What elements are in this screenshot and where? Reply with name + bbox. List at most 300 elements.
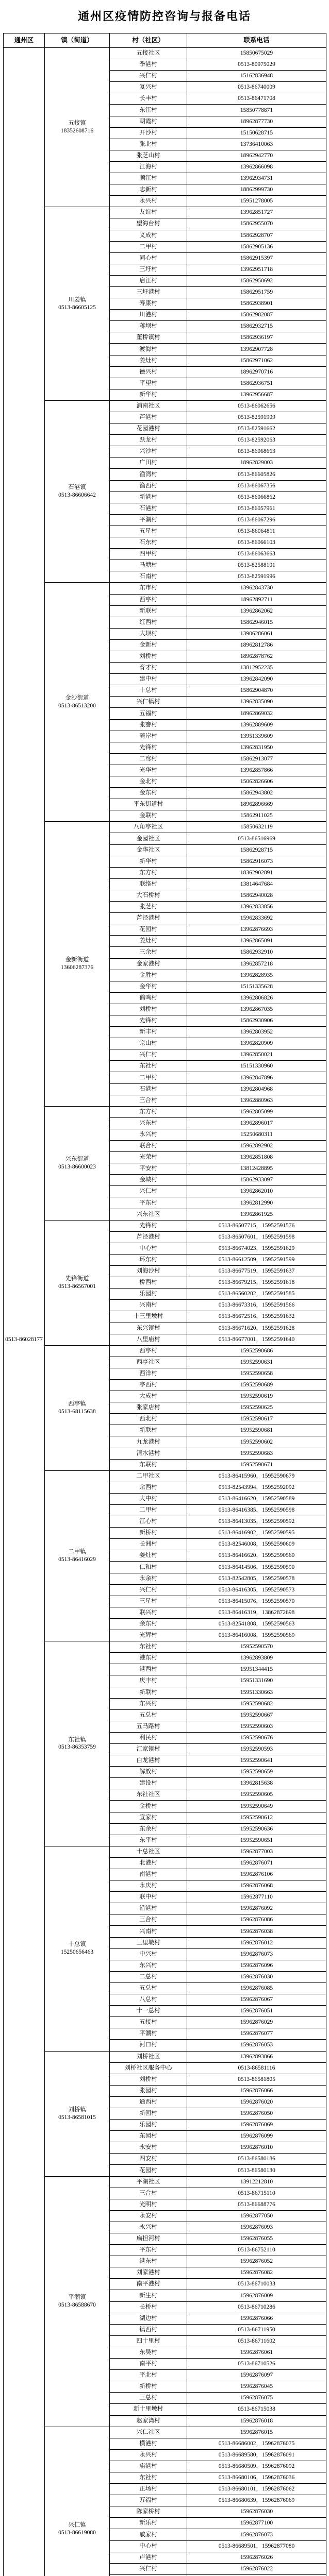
village-phone: 15962876075 xyxy=(187,2393,326,2404)
village-name: 石南村 xyxy=(110,571,187,583)
village-name: 三合村 xyxy=(110,1914,187,1926)
village-phone: 0513-82592063 xyxy=(187,435,326,446)
village-phone: 15962876010 xyxy=(187,2142,326,2154)
village-phone: 15850778871 xyxy=(187,105,326,116)
village-name: 新港村 xyxy=(110,492,187,503)
village-phone: 13962866098 xyxy=(187,161,326,173)
village-phone: 15962876009 xyxy=(187,2290,326,2301)
village-phone: 15962876071 xyxy=(187,1857,326,1869)
village-name: 同心村 xyxy=(110,252,187,264)
village-name: 芦泾港村 xyxy=(110,913,187,924)
town-name: 二甲镇 xyxy=(46,1548,108,1556)
village-phone: 15952590683 xyxy=(187,1448,326,1459)
village-name: 育才村 xyxy=(110,663,187,674)
village-phone: 15862911025 xyxy=(187,810,326,822)
village-name: 五接村 xyxy=(110,2017,187,2028)
village-phone: 15962876106 xyxy=(187,1869,326,1880)
village-name: 桥西村 xyxy=(110,1277,187,1289)
village-phone: 15962892902 xyxy=(187,1141,326,1152)
village-name: 启江村 xyxy=(110,275,187,286)
village-phone: 15862913077 xyxy=(187,753,326,765)
table-row xyxy=(4,822,326,833)
village-name: 庆丰村 xyxy=(110,1675,187,1687)
village-name: 渡海村 xyxy=(110,344,187,355)
village-name: 跃龙村 xyxy=(110,435,187,446)
town-cell xyxy=(45,1345,110,1470)
village-name: 望海台村 xyxy=(110,218,187,230)
village-name: 东市村 xyxy=(110,583,187,594)
village-name: 永安村 xyxy=(110,2142,187,2154)
table-row xyxy=(4,1220,326,1231)
village-phone: 15962876061 xyxy=(187,2347,326,2358)
village-name: 东社村 xyxy=(110,1641,187,1653)
village-phone: 0513-86414506，15952590590 xyxy=(187,1562,326,1573)
village-phone: 15962876030 xyxy=(187,2506,326,2518)
village-phone: 0513-86416319，13862872698 xyxy=(187,1607,326,1618)
village-name: 三合村 xyxy=(110,2188,187,2199)
village-phone: 13962806826 xyxy=(187,992,326,1004)
village-phone: 13962835090 xyxy=(187,697,326,708)
village-name: 沿港村 xyxy=(110,1903,187,1914)
town-cell xyxy=(45,48,110,207)
village-phone: 15952590649 xyxy=(187,1801,326,1812)
village-phone: 13962833856 xyxy=(187,902,326,913)
village-phone: 0513-86711950 xyxy=(187,2324,326,2335)
village-name: 二窎村 xyxy=(110,753,187,765)
town-phone: 13606287376 xyxy=(46,964,108,972)
village-name: 大中村 xyxy=(110,1493,187,1504)
village-phone: 0513-86715038 xyxy=(187,2404,326,2415)
village-phone: 13812428895 xyxy=(187,1163,326,1175)
village-phone: 13962851808 xyxy=(187,1152,326,1163)
village-name: 顺江村 xyxy=(110,173,187,184)
village-name: 乐园村 xyxy=(110,2120,187,2131)
village-phone: 15962876015 xyxy=(187,2427,326,2438)
village-name: 港东村 xyxy=(110,1653,187,1664)
village-name: 兴仁镇村 xyxy=(110,697,187,708)
village-phone: 15962876018 xyxy=(187,2415,326,2427)
village-name: 环东村 xyxy=(110,1254,187,1265)
village-phone: 13962861925 xyxy=(187,1209,326,1220)
village-phone: 15962876077 xyxy=(187,2028,326,2040)
village-name: 花园港村 xyxy=(110,423,187,435)
village-phone: 15162836948 xyxy=(187,71,326,82)
header-village: 村（社区） xyxy=(110,33,187,48)
table-row xyxy=(4,1846,326,1857)
village-name: 中心村 xyxy=(110,1243,187,1254)
village-phone: 15952590659 xyxy=(187,1767,326,1778)
village-name: 刘海沙村 xyxy=(110,1266,187,1277)
village-name: 刘桥村 xyxy=(110,1004,187,1015)
village-phone: 15962876073 xyxy=(187,1948,326,1960)
village-name: 三总村 xyxy=(110,2393,187,2404)
village-phone: 0513-86507601，15952591598 xyxy=(187,1231,326,1243)
village-phone: 15962876068 xyxy=(187,1880,326,1892)
village-name: 芦港村 xyxy=(110,412,187,423)
village-phone: 15962876030 xyxy=(187,1971,326,1982)
village-name: 寿康村 xyxy=(110,298,187,310)
town-cell xyxy=(45,583,110,822)
town-phone: 0513-68115638 xyxy=(46,1408,108,1416)
village-name: 横港村 xyxy=(110,2438,187,2449)
town-name: 先锋街道 xyxy=(46,1275,108,1283)
village-name: 董桥镇村 xyxy=(110,332,187,344)
village-name: 港东村 xyxy=(110,2256,187,2267)
village-name: 朝霞村 xyxy=(110,116,187,127)
village-phone: 15952590671 xyxy=(187,1459,326,1470)
village-name: 红西村 xyxy=(110,617,187,628)
village-phone: 13962896017 xyxy=(187,1117,326,1129)
village-phone: 15952590658 xyxy=(187,1368,326,1379)
village-name: 复兴村 xyxy=(110,82,187,93)
village-name: 东江村 xyxy=(110,105,187,116)
village-name: 十三里墩村 xyxy=(110,1311,187,1323)
village-phone: 13962907728 xyxy=(187,344,326,355)
village-name: 金城村 xyxy=(110,1175,187,1186)
table-row xyxy=(4,48,326,59)
village-phone: 15962877100 xyxy=(187,2518,326,2529)
village-phone: 15962876050 xyxy=(187,2108,326,2119)
village-phone: 0513-86560202，15952591585 xyxy=(187,1289,326,1300)
village-phone: 15151335628 xyxy=(187,981,326,992)
village-phone: 0513-86415076，15952590570 xyxy=(187,1596,326,1607)
town-phone: 0513-86581015 xyxy=(46,2114,108,2122)
village-phone: 13962850021 xyxy=(187,1049,326,1061)
town-cell xyxy=(45,1470,110,1641)
village-name: 江家镇村 xyxy=(110,1743,187,1755)
village-phone: 18962829003 xyxy=(187,457,326,469)
village-name: 河口村 xyxy=(110,2040,187,2051)
village-phone: 15952590689 xyxy=(187,1379,326,1391)
village-name: 北港村 xyxy=(110,1857,187,1869)
village-phone xyxy=(187,2574,326,2576)
village-phone: 13962857218 xyxy=(187,958,326,970)
village-name: 义成村 xyxy=(110,230,187,241)
village-phone: 13814647684 xyxy=(187,878,326,890)
town-phone: 0513-86513200 xyxy=(46,702,108,710)
village-phone: 15962876069 xyxy=(187,2120,326,2131)
town-name: 兴仁镇 xyxy=(46,2521,108,2529)
village-phone: 0513-86415960，15952590679 xyxy=(187,1470,326,1482)
village-name: 三圩港村 xyxy=(110,286,187,298)
village-name: 新联村 xyxy=(110,1425,187,1436)
village-phone: 15962876086 xyxy=(187,1914,326,1926)
village-phone: 18962878762 xyxy=(187,651,326,662)
village-name: 金胜村 xyxy=(110,970,187,981)
table-row xyxy=(4,400,326,412)
village-name: 八角亭社区 xyxy=(110,822,187,833)
village-phone: 0513-86581116 xyxy=(187,2062,326,2074)
village-name: 中心村 xyxy=(110,2540,187,2552)
village-name: 东社村 xyxy=(110,2472,187,2483)
header-phone: 联系电话 xyxy=(187,33,326,48)
village-phone: 0513-82591996 xyxy=(187,571,326,583)
town-name: 石港镇 xyxy=(46,484,108,492)
village-name: 刘桥社区服务中心 xyxy=(110,2062,187,2074)
village-phone: 15952590593 xyxy=(187,1743,326,1755)
village-phone: 18962896669 xyxy=(187,799,326,810)
village-phone: 13962842090 xyxy=(187,674,326,685)
village-name: 张家店村 xyxy=(110,1402,187,1414)
village-phone: 0513-86689501，15962877080 xyxy=(187,2540,326,2552)
village-phone: 15862933097 xyxy=(187,1175,326,1186)
village-phone: 15962877110 xyxy=(187,1892,326,1903)
village-name: 金园社区 xyxy=(110,833,187,844)
village-name: 兴南村 xyxy=(110,1926,187,1937)
village-phone: 0513-86471708 xyxy=(187,93,326,105)
village-phone: 15962877050 xyxy=(187,2210,326,2222)
village-phone: 0513-86605826 xyxy=(187,469,326,480)
village-name: 新生村 xyxy=(110,2290,187,2301)
village-phone: 0513-86680639，15962876069 xyxy=(187,2495,326,2506)
village-name: 八总村 xyxy=(110,1994,187,2006)
village-name: 宗山村 xyxy=(110,1038,187,1049)
town-cell xyxy=(45,1641,110,1846)
village-phone: 18962892711 xyxy=(187,594,326,605)
village-phone: 0513-86677519，15952591637 xyxy=(187,1266,326,1277)
village-phone: 0513-86063663 xyxy=(187,549,326,560)
village-phone: 15962876012 xyxy=(187,1937,326,1948)
village-name: 庙港村 xyxy=(110,2461,187,2472)
village-phone: 13912212810 xyxy=(187,2176,326,2188)
village-name: 东兴村 xyxy=(110,1960,187,1971)
town-name: 十总镇 xyxy=(46,1941,108,1948)
village-name: 张北村 xyxy=(110,139,187,150)
village-name: 金桥村 xyxy=(110,1801,187,1812)
town-phone: 0513-86588670 xyxy=(46,2301,108,2309)
village-phone: 15952590651 xyxy=(187,1835,326,1846)
village-name: 平安村 xyxy=(110,1163,187,1175)
town-phone: 18352608716 xyxy=(46,127,108,135)
village-phone: 0513-86416385，15952590598 xyxy=(187,1505,326,1516)
town-cell xyxy=(45,2427,110,2576)
village-name: 金家港村 xyxy=(110,958,187,970)
village-phone: 13962951718 xyxy=(187,264,326,275)
village-name: 五星村 xyxy=(110,526,187,537)
table-row xyxy=(4,2051,326,2062)
village-name: 港西村 xyxy=(110,1664,187,1675)
village-phone: 13951339609 xyxy=(187,731,326,742)
village-phone: 15862940028 xyxy=(187,890,326,901)
village-phone: 0513-86064811 xyxy=(187,526,326,537)
village-phone: 15952590681 xyxy=(187,1425,326,1436)
village-phone: 15862915397 xyxy=(187,252,326,264)
village-phone: 15952590570 xyxy=(187,1641,326,1653)
village-name: 新丰村 xyxy=(110,1027,187,1038)
village-phone: 0513-82541808，15952590563 xyxy=(187,1618,326,1630)
village-name: 姜灶村 xyxy=(110,1550,187,1562)
village-name: 解放村 xyxy=(110,1767,187,1778)
village-phone: 15962876055 xyxy=(187,2233,326,2245)
town-name: 金沙街道 xyxy=(46,694,108,702)
village-phone: 0513-86752110 xyxy=(187,2245,326,2256)
village-name: 清水港村 xyxy=(110,1448,187,1459)
village-name: 兴仁村 xyxy=(110,1186,187,1197)
village-name: 金华村 xyxy=(110,981,187,992)
village-phone: 15962876097 xyxy=(187,2370,326,2381)
village-phone: 15862928707 xyxy=(187,230,326,241)
village-phone: 0513-86580130 xyxy=(187,2165,326,2176)
table-row xyxy=(4,2176,326,2188)
village-name: 九龙港村 xyxy=(110,1436,187,1448)
village-name: 志新村 xyxy=(110,184,187,196)
village-name: 建中村 xyxy=(110,674,187,685)
village-name: 平望村 xyxy=(110,378,187,389)
village-phone: 0513-86416620，15952590589 xyxy=(187,1493,326,1504)
village-name: 东余村 xyxy=(110,1823,187,1835)
village-phone: 0513-86066103 xyxy=(187,537,326,549)
village-name: 余东村 xyxy=(110,1618,187,1630)
village-phone: 15962876099 xyxy=(187,2131,326,2142)
village-phone: 15862951759 xyxy=(187,286,326,298)
village-phone: 0513-86067356 xyxy=(187,480,326,492)
village-name: 兴仁村 xyxy=(110,2563,187,2574)
village-phone: 13962803952 xyxy=(187,1027,326,1038)
village-name: 东方村 xyxy=(110,1106,187,1117)
table-row xyxy=(4,1106,326,1117)
village-name: 白龙港村 xyxy=(110,1755,187,1767)
town-phone: 0513-86567001 xyxy=(46,1283,108,1291)
village-name: 平潮村 xyxy=(110,2028,187,2040)
village-phone: 0513-86068663 xyxy=(187,446,326,457)
village-name: 刘桥村 xyxy=(110,2074,187,2085)
village-name: 张园村 xyxy=(110,2085,187,2096)
village-name: 张芝山村 xyxy=(110,150,187,161)
village-phone: 15952590603 xyxy=(187,1721,326,1732)
table-row xyxy=(4,583,326,594)
village-phone: 15862946015 xyxy=(187,617,326,628)
village-name: 鹤鸣村 xyxy=(110,992,187,1004)
town-name: 金新街道 xyxy=(46,956,108,964)
village-name: 东社村 xyxy=(110,1061,187,1072)
village-phone: 15952590676 xyxy=(187,1732,326,1743)
village-phone: 15962876052 xyxy=(187,2256,326,2267)
village-name: 花园村 xyxy=(110,2165,187,2176)
village-phone: 15062826606 xyxy=(187,776,326,788)
village-name: 新联村 xyxy=(110,1687,187,1698)
village-phone: 15250680311 xyxy=(187,1129,326,1140)
village-phone: 15962805099 xyxy=(187,1106,326,1117)
village-name: 万福村 xyxy=(110,2495,187,2506)
village-name: 新桥村 xyxy=(110,1528,187,1539)
village-name: 光明村 xyxy=(110,2199,187,2210)
village-phone: 15952590617 xyxy=(187,1414,326,1425)
village-name: 永兴村 xyxy=(110,2222,187,2233)
village-name: 渔湾村 xyxy=(110,469,187,480)
village-phone: 13736410063 xyxy=(187,139,326,150)
village-phone: 0513-82546008，15952590609 xyxy=(187,1539,326,1550)
village-phone: 18962970716 xyxy=(187,366,326,378)
village-phone: 0513-86612509，15952591599 xyxy=(187,1254,326,1265)
village-name: 南平港村 xyxy=(110,2279,187,2290)
village-phone: 0513-86711602 xyxy=(187,2335,326,2347)
contact-table xyxy=(3,33,326,2576)
village-phone: 0513-86413035，15952590592 xyxy=(187,1516,326,1528)
village-phone: 15952590602 xyxy=(187,1436,326,1448)
village-name: 三里墩村 xyxy=(110,1937,187,1948)
village-name: 先锋村 xyxy=(110,1015,187,1026)
village-phone: 13962812990 xyxy=(187,1197,326,1209)
village-phone: 0513-86062656 xyxy=(187,400,326,412)
village-name: 平东村 xyxy=(110,2245,187,2256)
village-phone: 15952590625 xyxy=(187,1402,326,1414)
village-name: 联合村 xyxy=(110,1141,187,1152)
village-name: 兴仁村 xyxy=(110,71,187,82)
village-phone: 15962833692 xyxy=(187,913,326,924)
town-phone: 0513-86619080 xyxy=(46,2529,108,2537)
village-name: 东园村 xyxy=(110,2131,187,2142)
village-name: 联络村 xyxy=(110,878,187,890)
district-phone: 0513-86028177 xyxy=(5,1336,43,1344)
town-phone: 0513-86605125 xyxy=(46,304,108,312)
village-phone: 15962876029 xyxy=(187,2017,326,2028)
village-phone: 15952590612 xyxy=(187,1812,326,1823)
village-name: 新华村 xyxy=(110,389,187,400)
village-phone: 15962876026 xyxy=(187,2552,326,2563)
village-phone: 13962893866 xyxy=(187,2051,326,2062)
village-phone: 0513-86416305，15952590573 xyxy=(187,1584,326,1596)
village-phone: 0513-82588101 xyxy=(187,560,326,571)
village-name: 中兴村 xyxy=(110,1948,187,1960)
village-phone: 15862904870 xyxy=(187,685,326,697)
village-phone: 15952590641 xyxy=(187,1755,326,1767)
village-phone: 0513-86680106，15962876036 xyxy=(187,2472,326,2483)
village-name: 五总村 xyxy=(110,1709,187,1721)
village-phone: 13962815638 xyxy=(187,1778,326,1789)
village-phone: 15951344415 xyxy=(187,1664,326,1675)
village-phone: 15862936751 xyxy=(187,378,326,389)
village-name: 东兴村 xyxy=(110,1698,187,1709)
village-name: 东吴村 xyxy=(110,2347,187,2358)
village-phone: 0513-86710526 xyxy=(187,2359,326,2370)
village-phone: 13962820909 xyxy=(187,1038,326,1049)
village-phone: 0513-86671620，15952591628 xyxy=(187,1323,326,1334)
village-name: 永安村 xyxy=(110,2210,187,2222)
village-phone: 15962876067 xyxy=(187,1994,326,2006)
village-name: 四安村 xyxy=(110,2154,187,2165)
village-phone: 15952590682 xyxy=(187,1698,326,1709)
village-phone: 15862928715 xyxy=(187,844,326,856)
village-phone: 15952590686 xyxy=(187,1345,326,1357)
town-phone: 0513-86416029 xyxy=(46,1556,108,1564)
village-phone: 0513-86680509，15962876092 xyxy=(187,2461,326,2472)
village-name: 金东村 xyxy=(110,788,187,799)
village-name: 张謇村 xyxy=(110,719,187,731)
village-name: 东平村 xyxy=(110,1835,187,1846)
village-name: 东联村 xyxy=(110,1459,187,1470)
village-phone: 0513-86689580，15962876091 xyxy=(187,2449,326,2461)
village-name: 宣家村 xyxy=(110,1812,187,1823)
village-name: 西亭村 xyxy=(110,1345,187,1357)
village-phone: 15862950692 xyxy=(187,275,326,286)
village-phone: 15962876022 xyxy=(187,2563,326,2574)
village-phone: 13962867035 xyxy=(187,1004,326,1015)
town-phone: 0513-86353759 xyxy=(46,1743,108,1751)
village-name: 五福村 xyxy=(110,708,187,719)
village-phone: 13962857866 xyxy=(187,765,326,776)
village-name: 江海村 xyxy=(110,161,187,173)
village-phone: 13812952235 xyxy=(187,663,326,674)
village-name: 光荣村 xyxy=(110,1152,187,1163)
village-phone: 15951331690 xyxy=(187,1675,326,1687)
village-phone: 18362902891 xyxy=(187,867,326,878)
village-name: 十一总村 xyxy=(110,2006,187,2017)
village-name: 陈家桥村 xyxy=(110,2506,187,2518)
village-phone: 15962876020 xyxy=(187,2096,326,2108)
village-phone: 15951278005 xyxy=(187,196,326,207)
village-name: 姜灶村 xyxy=(110,936,187,947)
village-name: 马塘村 xyxy=(110,560,187,571)
